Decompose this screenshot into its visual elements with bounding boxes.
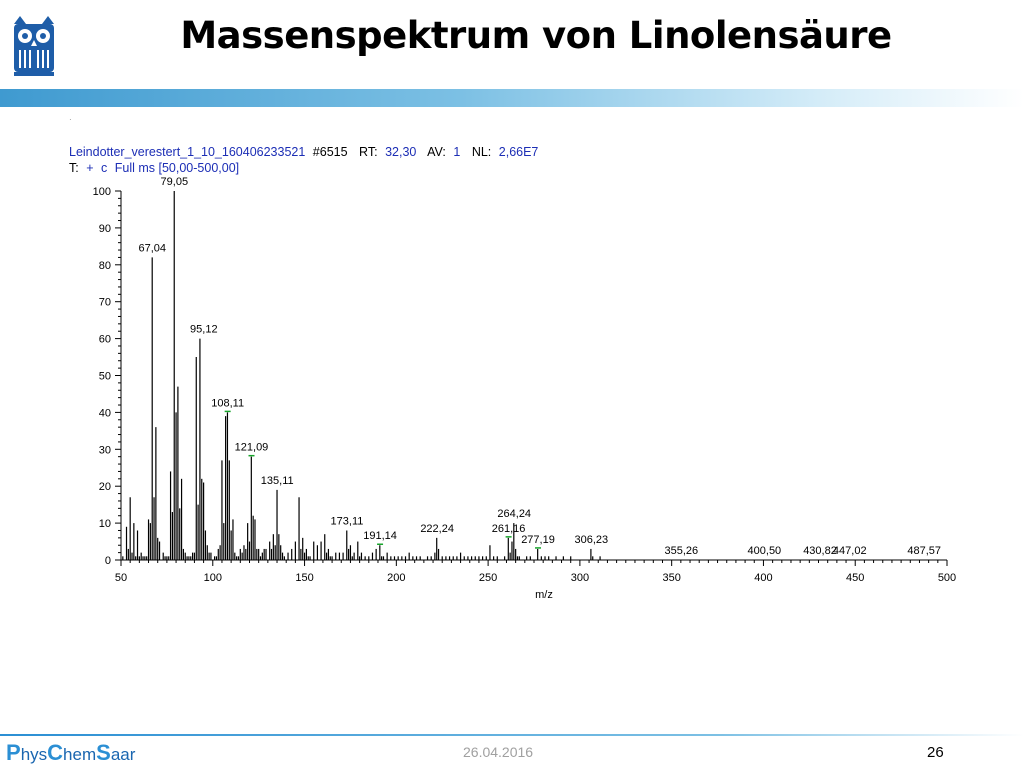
peak-label: 447,02: [832, 545, 867, 557]
peak-label: 222,24: [420, 522, 454, 535]
peak-label: 400,50: [747, 545, 782, 557]
header-t-c: c: [101, 161, 108, 175]
page-number: 26: [927, 744, 944, 761]
header-t-label: T:: [69, 161, 79, 175]
y-tick-label: 70: [98, 296, 111, 309]
footer-divider: [0, 734, 1024, 736]
header-rt-label: RT:: [359, 145, 378, 159]
header-rt-value: 32,30: [385, 145, 417, 159]
y-tick-label: 80: [98, 259, 111, 272]
peak-label: 173,11: [330, 515, 364, 528]
peak-label: 135,11: [260, 474, 294, 487]
footer-date: 26.04.2016: [463, 744, 534, 760]
x-tick-label: 100: [203, 572, 222, 584]
peak-label: 67,04: [138, 242, 167, 255]
header-nl-label: NL:: [471, 145, 492, 159]
header-t-scan-range: Full ms [50,00-500,00]: [114, 161, 240, 175]
x-tick-label: 350: [662, 572, 681, 584]
y-tick-label: 30: [98, 444, 111, 457]
header-t-plus: +: [86, 161, 94, 175]
y-tick-label: 0: [104, 555, 111, 567]
header-av-label: AV:: [427, 145, 446, 159]
peak-label: 264,24: [497, 508, 532, 521]
peak-label: 108,11: [211, 397, 245, 410]
y-tick-label: 20: [98, 481, 111, 494]
x-tick-label: 50: [114, 572, 128, 584]
chart-header-line1: [69, 145, 538, 159]
footer-brand: PhysChemSaar: [6, 740, 136, 765]
peak-label: 121,09: [234, 441, 269, 454]
header-nl-value: 2,66E7: [498, 145, 539, 159]
y-tick-label: 100: [92, 186, 111, 198]
x-tick-label: 400: [754, 572, 773, 584]
y-tick-label: 40: [98, 407, 111, 420]
header-av-value: 1: [453, 145, 461, 159]
title-underline-bar: [0, 89, 1024, 107]
peak-label: 430,82: [803, 545, 837, 557]
chart-header-line2: [69, 161, 239, 175]
x-tick-label: 300: [570, 572, 590, 584]
x-tick-label: 450: [846, 572, 865, 584]
y-tick-label: 90: [98, 222, 111, 235]
peak-label: 191,14: [363, 530, 397, 543]
y-tick-label: 60: [98, 333, 111, 346]
small-dot-mark: ·: [69, 115, 72, 124]
chart-annotations: [139, 176, 941, 557]
x-tick-label: 200: [387, 572, 406, 584]
mass-spectrum-chart: [60, 110, 970, 610]
peak-label: 306,23: [574, 533, 609, 546]
header-scan: #6515: [312, 145, 348, 159]
peak-label: 261,16: [491, 522, 526, 535]
y-tick-label: 10: [98, 518, 111, 531]
x-tick-label: 150: [295, 572, 314, 584]
peak-label: 277,19: [521, 533, 555, 546]
chart-peaks: [123, 191, 600, 560]
page-title: Massenspektrum von Linolensäure: [180, 14, 892, 57]
y-tick-label: 50: [98, 370, 111, 383]
x-tick-label: 500: [937, 572, 957, 584]
header-filename: Leindotter_verestert_1_10_160406233521: [69, 145, 306, 159]
x-axis-label: m/z: [535, 589, 553, 601]
x-tick-label: 250: [478, 572, 498, 584]
peak-label: 95,12: [190, 323, 218, 336]
peak-label: 487,57: [907, 545, 942, 557]
peak-label: 79,05: [160, 176, 189, 188]
peak-label: 355,26: [664, 545, 699, 557]
